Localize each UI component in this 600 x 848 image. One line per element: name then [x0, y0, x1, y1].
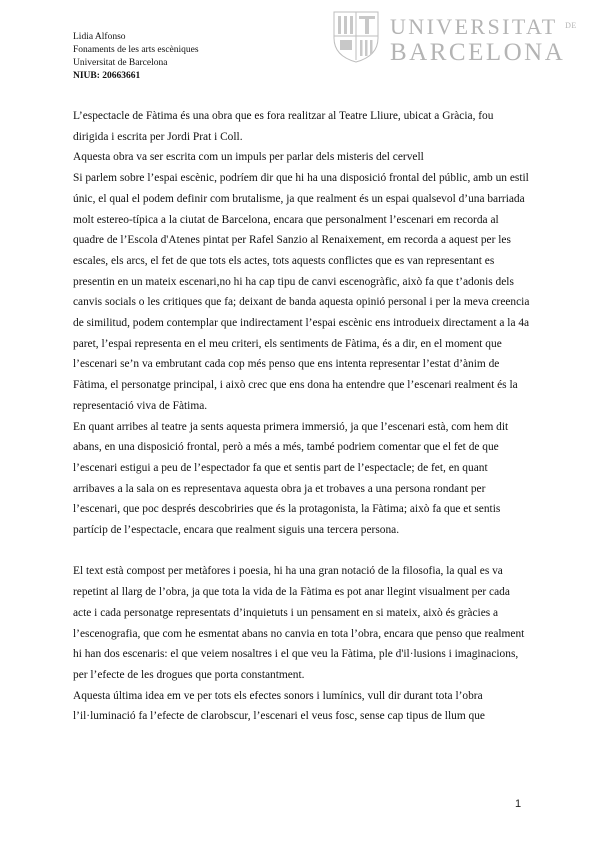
logo-wordmark: [390, 14, 577, 66]
author-name: Lidia Alfonso: [73, 32, 126, 42]
page-number: 1: [515, 798, 522, 810]
paragraph: Si parlem sobre l’espai escènic, podríem dir que hi ha una disposició frontal del públic, amb un estil únic, el qual el podem definir com brutalisme, ja que realment és un espai qualsevol d’una barriada molt estereo-típica a la ciutat de Barcelona, encara que personalment l’escenari em recorda al quadre de l’Escola d'Atenes pintat per Rafel Sanzio al Renaixement, em recorda a aquest per les escales, els arcs, el fet de que tots els actes, tots aquests conflictes que es van representant es presentin en un mateix escenari,no hi ha cap tipu de canvi escenogràfic, això fa que t’adonis dels canvis socials o les critiques que fa; deixant de banda aquesta opinió personal i per la meva creencia de similitud, podem contemplar que indirectament l’espai escènic ens introdueix directament a la 4a paret, l’espai representa en el meu criteri, els sentiments de Fàtima, és a dir, en el moment que l’escenari se’n va embrutant cada cop més penso que ens intenta representar l’estat d’ànim de Fàtima, el personatge principal, i això crec que ens dona ha entendre que l’escenari realment és la representació viva de Fàtima.: [73, 172, 530, 412]
document-body: [73, 106, 531, 727]
paragraph: Aquesta obra va ser escrita com un impuls per parlar dels misteris del cervell: [73, 151, 424, 164]
logo-line-1-suffix: DE: [565, 21, 577, 30]
paragraph: L’espectacle de Fàtima és una obra que es fora realitzar al Teatre Lliure, ubicat a Gràcia, fou dirigida i escrita per Jordi Prat i Coll.: [73, 110, 494, 143]
logo-line-2: BARCELONA: [390, 39, 566, 66]
paragraph: En quant arribes al teatre ja sents aquesta primera immersió, ja que l’escenari està, com hem dit abans, en una disposició frontal, però a més a més, també podriem comentar que el fet de que l’escenari estigui a peu de l’espectador fa que et sentis part de l’espectacle; de fet, en quant arribaves a la sala on es representava aquesta obra ja et trobaves a una persona rondant per l’escenari, que poc després descobriries que és la protagonista, la Fàtima; això fa que et sentis partícip de l’espectacle, encara que realment siguis una tercera persona.: [73, 420, 509, 537]
paragraph: Aquesta última idea em ve per tots els efectes sonors i lumínics, vull dir durant tota l’obra l’il·luminació fa l’efecte de clarobscur, l’escenari el veus fosc, sense cap tipus de llum que: [73, 689, 485, 723]
logo-line-1: UNIVERSITAT: [390, 14, 558, 39]
document-header: [73, 31, 199, 83]
university-name: Universitat de Barcelona: [73, 58, 168, 68]
student-id: NIUB: 20663661: [73, 71, 141, 81]
paragraph: El text està compost per metàfores i poesia, hi ha una gran notació de la filosofia, la qual es va repetint al llarg de l’obra, ja que tota la vida de la Fàtima es pot anar llegint visualment per cada acte i cada personatge representats d’inquietuts i un pensament en si mateix, això és gràcies a l’escenografia, que com he esmentat abans no canvia en tota l’obra, encara que penso que realment hi han dos escenaris: el que veiem nosaltres i el que veu la Fàtima, ple d'il·lusions i imaginacions, per l’efecte de les drogues que porta constantment.: [73, 565, 525, 681]
university-seal-icon: [330, 6, 382, 64]
university-logo: [324, 4, 577, 66]
course-name: Fonaments de les arts escèniques: [73, 45, 199, 55]
